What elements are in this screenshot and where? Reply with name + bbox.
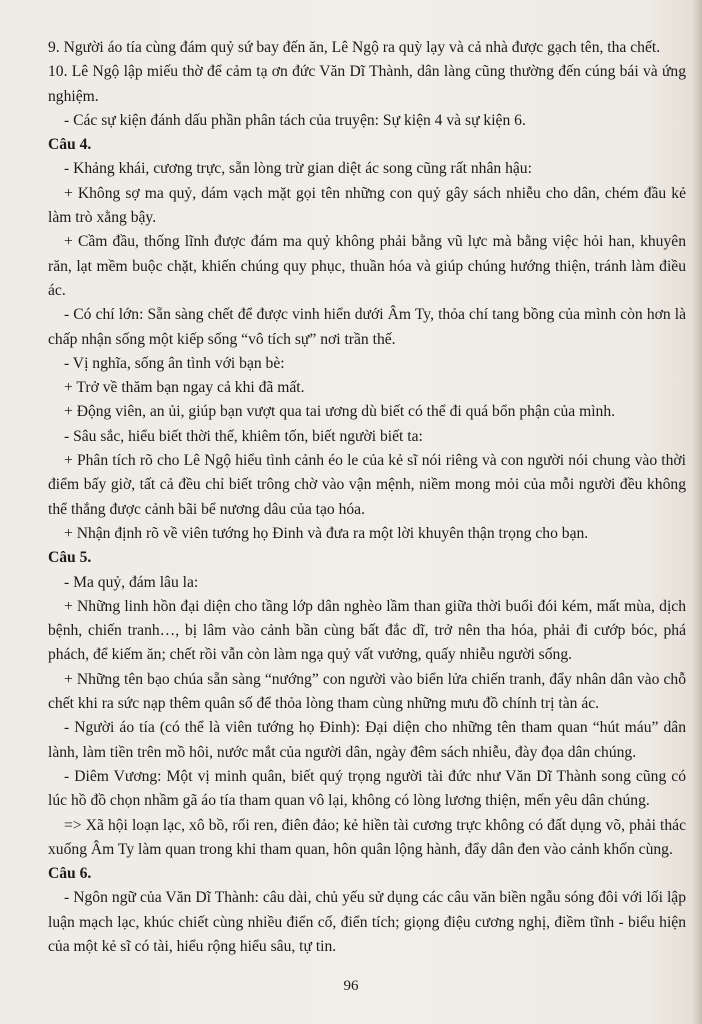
paragraph: => Xã hội loạn lạc, xô bồ, rối ren, điên đảo; kẻ hiền tài cương trực không có đất dụng võ, phải thác xuống Âm Ty làm quan trong khi tham quan, hôn quân lộng hành, đẩy dân đen vào cảnh khốn cùng. (48, 816, 686, 858)
paragraph: - Diêm Vương: Một vị minh quân, biết quý trọng người tài đức như Văn Dĩ Thành song cũng có lúc hồ đồ chọn nhầm gã áo tía tham quan vô lại, không có lòng lương thiện, mến yêu dân chúng. (48, 767, 686, 810)
section-heading: Câu 6. (48, 865, 92, 883)
paragraph: + Động viên, an ủi, giúp bạn vượt qua tai ương dù biết có thể đi quá bổn phận của mình. (64, 403, 616, 421)
paragraph: + Trở về thăm bạn ngay cả khi đã mất. (64, 379, 305, 397)
paragraph: 9. Người áo tía cùng đám quỷ sứ bay đến ăn, Lê Ngộ ra quỳ lạy và cả nhà được gạch tên, tha chết. (48, 39, 661, 56)
paragraph: + Nhận định rõ về viên tướng họ Đinh và đưa ra một lời khuyên thận trọng cho bạn. (64, 524, 589, 542)
paragraph: + Không sợ ma quỷ, dám vạch mặt gọi tên những con quỷ gây sách nhiễu cho dân, chém đầu kẻ làm trò xằng bậy. (48, 184, 686, 227)
paragraph: + Phân tích rõ cho Lê Ngộ hiểu tình cảnh éo le của kẻ sĩ nói riêng và con người nói chung vào thời điểm bấy giờ, tất cả đều chỉ biết trông chờ vào vận mệnh, niềm mong mỏi của mỗi người đều không thể thắng được cảnh bãi bể nương dâu của tạo hóa. (48, 452, 686, 518)
paragraph: - Sâu sắc, hiểu biết thời thế, khiêm tốn, biết người biết ta: (64, 427, 423, 445)
paragraph: - Vị nghĩa, sống ân tình với bạn bè: (64, 354, 285, 372)
paragraph: - Khảng khái, cương trực, sẵn lòng trừ gian diệt ác song cũng rất nhân hậu: (64, 160, 532, 178)
paragraph: - Ma quỷ, đám lâu la: (64, 573, 199, 591)
paragraph: - Người áo tía (có thể là viên tướng họ Đinh): Đại diện cho những tên tham quan “hút máu” dân lành, làm tiền trên mồ hôi, nước mắt của người dân, ngày đêm sách nhiễu, đày đọa dân chúng. (48, 719, 686, 761)
page-edge-shadow (692, 0, 702, 1024)
page-number: 96 (343, 978, 359, 994)
paragraph: + Những tên bạo chúa sẵn sàng “nướng” con người vào biển lửa chiến tranh, đẩy nhân dân vào chỗ chết khi ra sức nạp thêm quân số để thỏa lòng tham cùng những mưu đồ chính trị tàn ác. (48, 670, 686, 713)
text-body (48, 36, 686, 959)
paragraph: - Ngôn ngữ của Văn Dĩ Thành: câu dài, chủ yếu sử dụng các câu văn biền ngẫu sóng đôi với lối lập luận mạch lạc, khúc chiết cùng nhiều điển cố, điển tích; giọng điệu cương nghị, điềm tĩnh - biểu hiện của một kẻ sĩ có tài, hiểu rộng hiểu sâu, tự tin. (48, 889, 686, 955)
paragraph: 10. Lê Ngộ lập miếu thờ để cảm tạ ơn đức Văn Dĩ Thành, dân làng cũng thường đến cúng bái và ứng nghiệm. (48, 63, 686, 105)
paragraph: - Có chí lớn: Sẵn sàng chết để được vinh hiển dưới Âm Ty, thỏa chí tang bồng của mình còn hơn là chấp nhận sống một kiếp sống “vô tích sự” nơi trần thế. (48, 306, 686, 348)
paragraph: + Những linh hồn đại diện cho tầng lớp dân nghèo lầm than giữa thời buổi đói kém, mất mùa, dịch bệnh, chiến tranh…, bị lâm vào cảnh bần cùng bất đắc dĩ, trở nên tha hóa, phải đi cướp bóc, phá phách, để kiếm ăn; chết rồi vẫn còn làm ngạ quỷ vất vưởng, quấy nhiễu người sống. (48, 597, 686, 664)
paragraph: - Các sự kiện đánh dấu phần phân tách của truyện: Sự kiện 4 và sự kiện 6. (64, 111, 526, 129)
paragraph: + Cầm đầu, thống lĩnh được đám ma quỷ không phải bằng vũ lực mà bằng việc hỏi han, khuyên răn, lạt mềm buộc chặt, khiến chúng quy phục, thuần hóa và giúp chúng hướng thiện, tránh làm điều ác. (48, 233, 686, 299)
section-heading: Câu 4. (48, 136, 92, 154)
section-heading: Câu 5. (48, 549, 92, 567)
